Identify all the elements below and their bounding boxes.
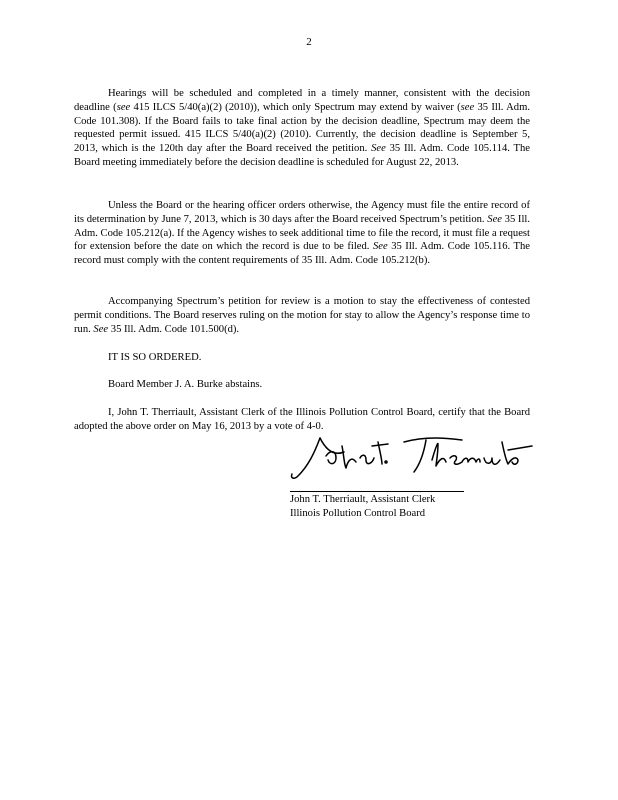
paragraph-record [74,199,530,268]
see-citation: See [93,323,109,335]
hearings-text-2: 415 ILCS 5/40(a)(2) (2010)), which only Spectrum may extend by waiver ( [130,101,461,113]
paragraph-stay [74,295,530,336]
record-text-3: 35 Ill. Adm. Code 105.116. The record must comply with the content requirements of 35 Ill. Adm. Code 105.212(b). [74,241,531,267]
stay-text-2: 35 Ill. Adm. Code 101.500(d). [108,323,240,335]
see-citation: See [372,241,388,253]
see-citation: See [371,143,386,155]
paragraph-hearings [74,87,530,170]
certification-paragraph [74,406,530,434]
abstention-note: Board Member J. A. Burke abstains. [108,379,263,390]
signature-block [290,493,435,521]
see-citation: see [460,101,475,113]
record-text-2: 35 Ill. Adm. Code 105.212(a). If the Agency wishes to seek additional time to file the record, it must file a request for extension before the date on which the record is due to be filed. [74,213,530,253]
hearings-text-1: Hearings will be scheduled and completed in a timely manner, consistent with the decision deadline ( [74,88,530,113]
certification-text: I, John T. Therriault, Assistant Clerk of the Illinois Pollution Control Board, certify that the Board adopted the above order on May 16, 2013 by a vote of 4-0. [74,407,530,432]
see-citation: see [116,101,131,113]
handwritten-signature [286,432,536,484]
stay-text-1: Accompanying Spectrum’s petition for review is a motion to stay the effectiveness of contested permit conditions. The Board reserves ruling on the motion for stay to allow the Agency’s response time to run. [74,296,530,335]
page-number: 2 [306,36,312,48]
see-citation: See [487,213,502,225]
order-statement: IT IS SO ORDERED. [108,352,202,363]
signature-line [290,491,464,492]
hearings-text-4: 35 Ill. Adm. Code 105.114. The Board meeting immediately before the decision deadline is scheduled for August 22, 2013. [74,143,530,168]
hearings-text-3: 35 Ill. Adm. Code 101.308). If the Board fails to take final action by the decision deadline, Spectrum may deem the requested permit issued. 415 ILCS 5/40(a)(2) (2010). Currently, the decision deadline is September 5, 2013, which is the 120th day after the Board received the petition. [74,101,530,155]
signatory-name: John T. Therriault, Assistant Clerk [290,494,436,505]
record-text-1: Unless the Board or the hearing officer orders otherwise, the Agency must file the entire record of its determination by June 7, 2013, which is 30 days after the Board received Spectrum’s petition. [74,200,530,225]
signatory-organization: Illinois Pollution Control Board [290,508,426,519]
